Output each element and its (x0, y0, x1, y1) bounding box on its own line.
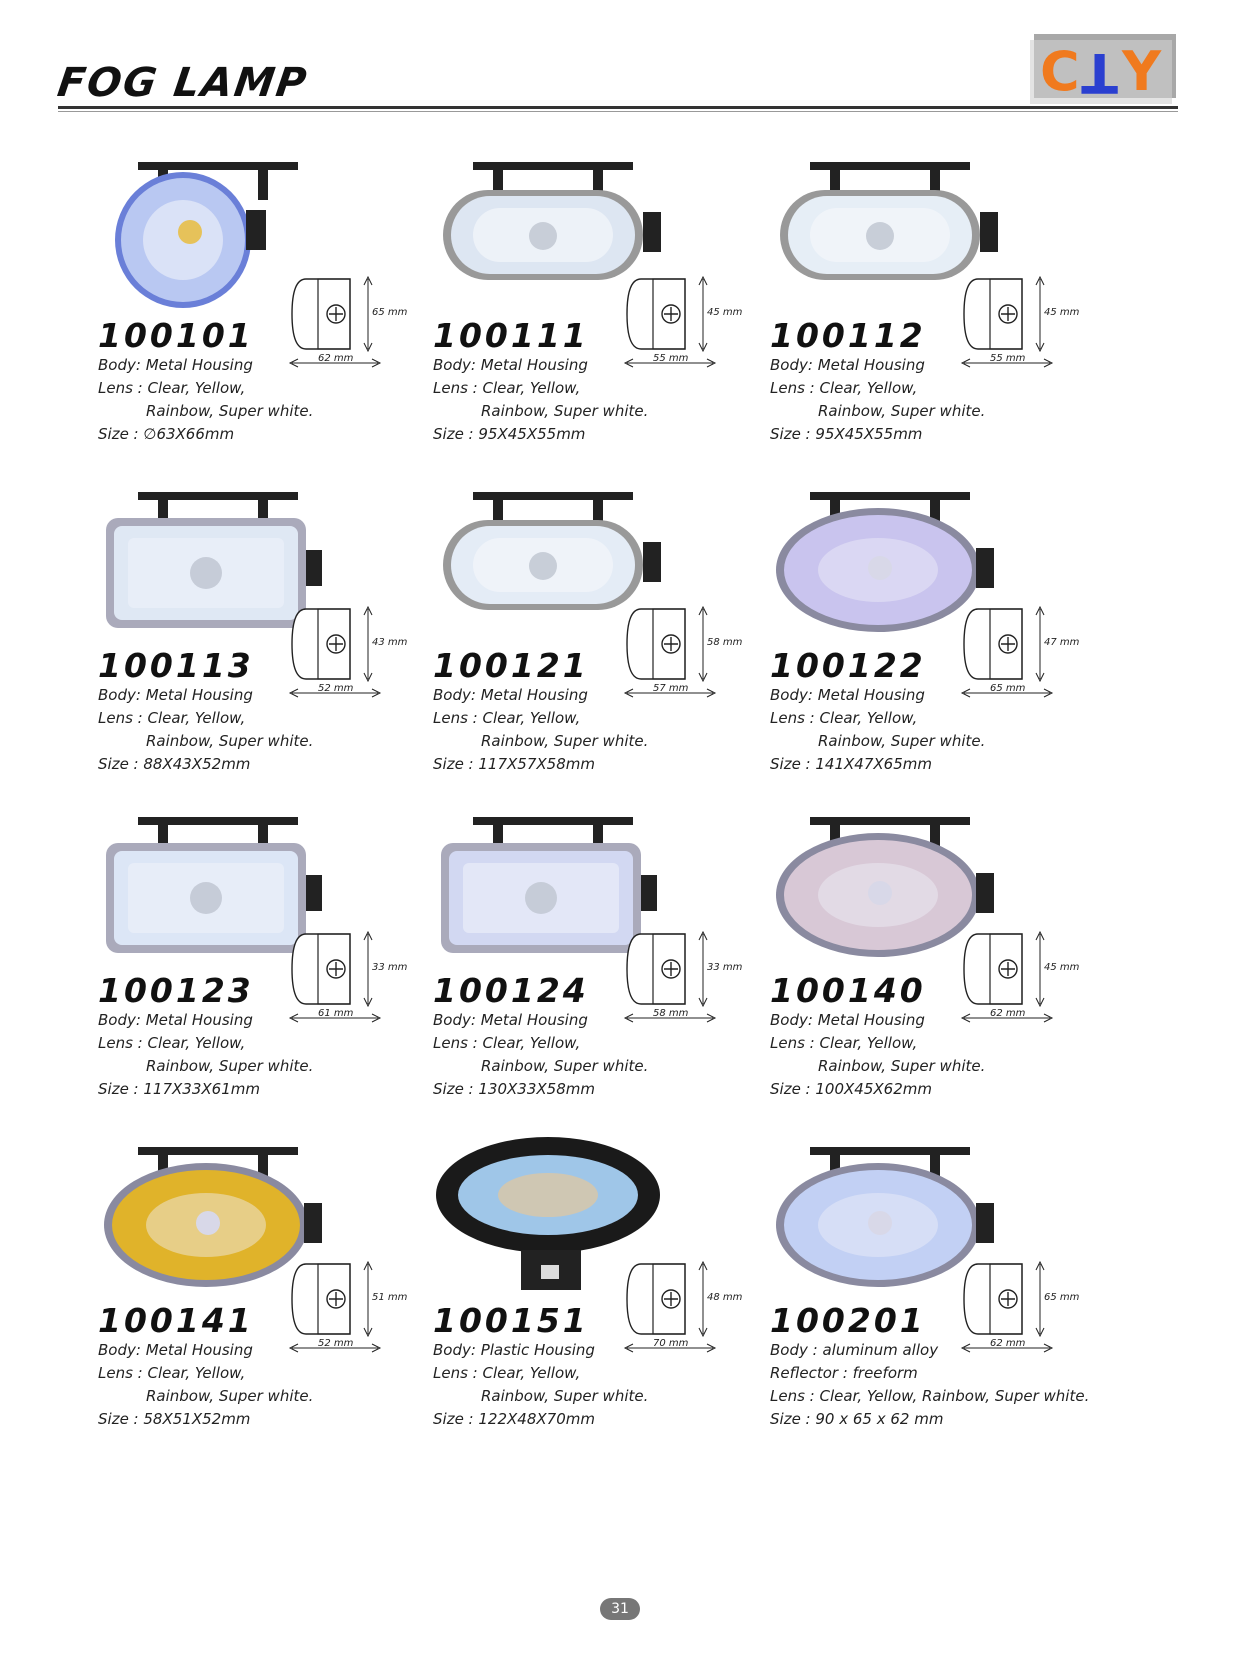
spec-line: Body: Metal Housing (433, 356, 588, 374)
product-card (433, 795, 793, 1135)
dimension-width-label: 62 mm (318, 353, 354, 364)
spec-line: Lens : Clear, Yellow, (770, 1034, 918, 1052)
spec-line: Size : ∅63X66mm (98, 425, 235, 443)
dimension-height-label: 43 mm (372, 637, 408, 648)
product-code: 100112 (770, 316, 926, 355)
product-code: 100101 (98, 316, 254, 355)
product-card (98, 470, 458, 810)
product-specs (770, 354, 985, 446)
spec-line: Lens : Clear, Yellow, Rainbow, Super white. (770, 1387, 1090, 1405)
spec-line: Body: Metal Housing (433, 686, 588, 704)
spec-line: Body: Plastic Housing (433, 1341, 595, 1359)
page-number: 31 (600, 1598, 640, 1620)
product-card (770, 140, 1130, 480)
spec-line: Rainbow, Super white. (818, 732, 986, 750)
spec-line: Size : 117X57X58mm (433, 755, 595, 773)
spec-line: Lens : Clear, Yellow, (98, 709, 246, 727)
spec-line: Reflector : freeform (770, 1364, 918, 1382)
spec-line: Body: Metal Housing (98, 686, 253, 704)
product-code: 100201 (770, 1301, 926, 1340)
spec-line: Lens : Clear, Yellow, (770, 379, 918, 397)
spec-line: Body: Metal Housing (98, 356, 253, 374)
product-card (433, 140, 793, 480)
spec-line: Rainbow, Super white. (146, 1387, 314, 1405)
spec-line: Lens : Clear, Yellow, (98, 1034, 246, 1052)
spec-line: Rainbow, Super white. (146, 1057, 314, 1075)
title-rule-thin (58, 111, 1178, 112)
product-code: 100141 (98, 1301, 254, 1340)
product-code: 100111 (433, 316, 589, 355)
product-card (770, 1125, 1130, 1465)
dimension-width-label: 70 mm (653, 1338, 689, 1349)
product-specs (433, 354, 648, 446)
product-card (433, 470, 793, 810)
spec-line: Lens : Clear, Yellow, (433, 379, 581, 397)
product-specs (433, 684, 648, 776)
dimension-width-label: 61 mm (318, 1008, 354, 1019)
product-specs (98, 1009, 313, 1101)
dimension-height-label: 48 mm (707, 1292, 743, 1303)
product-specs (770, 1009, 985, 1101)
dimension-height-label: 47 mm (1044, 637, 1080, 648)
dimension-height-label: 65 mm (1044, 1292, 1080, 1303)
dimension-width-label: 62 mm (990, 1008, 1026, 1019)
dimension-height-label: 45 mm (707, 307, 743, 318)
dimension-height-label: 58 mm (707, 637, 743, 648)
dimension-height-label: 33 mm (372, 962, 408, 973)
spec-line: Size : 130X33X58mm (433, 1080, 595, 1098)
dimension-width-label: 58 mm (653, 1008, 689, 1019)
dimension-width-label: 57 mm (653, 683, 689, 694)
spec-line: Body: Metal Housing (770, 686, 925, 704)
product-specs (433, 1339, 648, 1431)
spec-line: Lens : Clear, Yellow, (433, 1364, 581, 1382)
dimension-width-label: 52 mm (318, 1338, 354, 1349)
product-code: 100123 (98, 971, 254, 1010)
dimension-width-label: 55 mm (653, 353, 689, 364)
spec-line: Rainbow, Super white. (481, 402, 649, 420)
spec-line: Body: Metal Housing (98, 1011, 253, 1029)
dimension-height-label: 51 mm (372, 1292, 408, 1303)
spec-line: Size : 100X45X62mm (770, 1080, 932, 1098)
product-card (98, 140, 458, 480)
dimension-height-label: 45 mm (1044, 307, 1080, 318)
spec-line: Body: Metal Housing (433, 1011, 588, 1029)
spec-line: Size : 95X45X55mm (433, 425, 586, 443)
product-code: 100113 (98, 646, 254, 685)
dimension-width-label: 62 mm (990, 1338, 1026, 1349)
spec-line: Body: Metal Housing (770, 356, 925, 374)
spec-line: Rainbow, Super white. (146, 402, 314, 420)
page-title: FOG LAMP (54, 60, 311, 106)
product-code: 100140 (770, 971, 926, 1010)
spec-line: Size : 141X47X65mm (770, 755, 932, 773)
spec-line: Rainbow, Super white. (146, 732, 314, 750)
product-card (98, 1125, 458, 1465)
dimension-width-label: 55 mm (990, 353, 1026, 364)
product-code: 100121 (433, 646, 589, 685)
product-card (770, 795, 1130, 1135)
spec-line: Size : 90 x 65 x 62 mm (770, 1410, 944, 1428)
spec-line: Size : 122X48X70mm (433, 1410, 595, 1428)
product-specs (770, 684, 985, 776)
product-code: 100124 (433, 971, 589, 1010)
spec-line: Body: Metal Housing (770, 1011, 925, 1029)
logo-letter-t: T (1081, 41, 1118, 104)
dimension-height-label: 33 mm (707, 962, 743, 973)
spec-line: Body : aluminum alloy (770, 1341, 939, 1359)
spec-line: Size : 58X51X52mm (98, 1410, 251, 1428)
title-rule (58, 106, 1178, 109)
product-specs (98, 354, 313, 446)
spec-line: Size : 117X33X61mm (98, 1080, 260, 1098)
spec-line: Size : 95X45X55mm (770, 425, 923, 443)
logo-letter-c: C (1040, 40, 1080, 103)
spec-line: Rainbow, Super white. (818, 1057, 986, 1075)
dimension-width-label: 52 mm (318, 683, 354, 694)
product-card (433, 1125, 793, 1465)
spec-line: Lens : Clear, Yellow, (433, 1034, 581, 1052)
logo-letter-y: Y (1122, 40, 1162, 103)
spec-line: Rainbow, Super white. (481, 732, 649, 750)
spec-line: Lens : Clear, Yellow, (770, 709, 918, 727)
spec-line: Rainbow, Super white. (481, 1387, 649, 1405)
product-card (98, 795, 458, 1135)
product-card (770, 470, 1130, 810)
product-code: 100122 (770, 646, 926, 685)
brand-logo (1030, 34, 1180, 104)
spec-line: Body: Metal Housing (98, 1341, 253, 1359)
spec-line: Rainbow, Super white. (481, 1057, 649, 1075)
spec-line: Size : 88X43X52mm (98, 755, 251, 773)
product-specs (433, 1009, 648, 1101)
dimension-height-label: 45 mm (1044, 962, 1080, 973)
dimension-width-label: 65 mm (990, 683, 1026, 694)
spec-line: Rainbow, Super white. (818, 402, 986, 420)
product-specs (98, 684, 313, 776)
spec-line: Lens : Clear, Yellow, (433, 709, 581, 727)
product-specs (770, 1339, 1089, 1431)
spec-line: Lens : Clear, Yellow, (98, 379, 246, 397)
spec-line: Lens : Clear, Yellow, (98, 1364, 246, 1382)
product-code: 100151 (433, 1301, 589, 1340)
dimension-height-label: 65 mm (372, 307, 408, 318)
product-specs (98, 1339, 313, 1431)
